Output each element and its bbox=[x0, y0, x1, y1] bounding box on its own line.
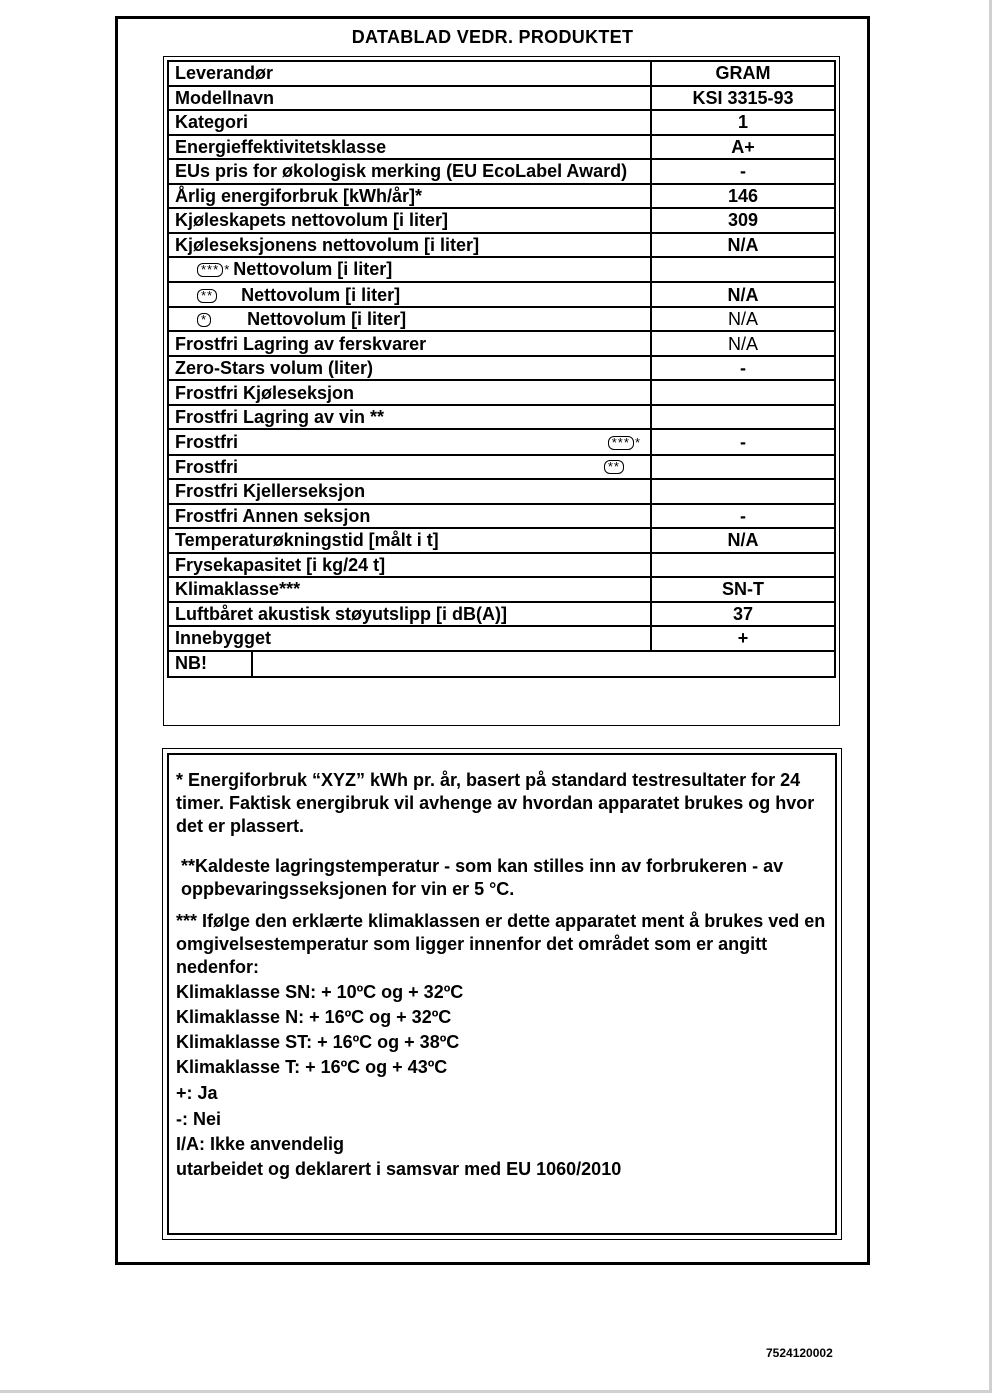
table-row bbox=[168, 455, 835, 480]
table-row bbox=[168, 331, 835, 356]
row-label-text: Nettovolum [i liter] bbox=[247, 309, 407, 329]
row-value bbox=[651, 455, 835, 480]
row-value: N/A bbox=[651, 233, 835, 258]
row-label: Kjøleseksjonens nettovolum [i liter] bbox=[168, 233, 651, 258]
table-row bbox=[168, 233, 835, 258]
table-row bbox=[168, 602, 835, 627]
row-label: Energieffektivitetsklasse bbox=[168, 135, 651, 160]
note-climate-t: Klimaklasse T: + 16ºC og + 43ºC bbox=[176, 1057, 448, 1077]
table-row bbox=[168, 184, 835, 209]
row-value: N/A bbox=[651, 307, 835, 332]
document-number: 7524120002 bbox=[766, 1346, 833, 1360]
row-label: Innebygget bbox=[168, 626, 651, 651]
table-row bbox=[168, 208, 835, 233]
row-label-star bbox=[168, 257, 651, 282]
row-value bbox=[651, 479, 835, 504]
note-legend-minus: -: Nei bbox=[176, 1109, 221, 1129]
row-label-text: Frostfri bbox=[175, 431, 238, 452]
row-value: KSI 3315-93 bbox=[651, 86, 835, 111]
row-value bbox=[651, 553, 835, 578]
row-value: - bbox=[651, 159, 835, 184]
row-label: Frostfri Kjellerseksjon bbox=[168, 479, 651, 504]
table-row bbox=[168, 86, 835, 111]
row-value: 37 bbox=[651, 602, 835, 627]
row-label: Frostfri Kjøleseksjon bbox=[168, 380, 651, 405]
table-row bbox=[168, 405, 835, 430]
table-row bbox=[168, 356, 835, 381]
row-label-text: Nettovolum [i liter] bbox=[241, 284, 401, 305]
table-row bbox=[168, 282, 835, 307]
notes-frame bbox=[162, 748, 842, 1240]
row-label: Årlig energiforbruk [kWh/år]* bbox=[168, 184, 651, 209]
note-climate-st: Klimaklasse ST: + 16ºC og + 38ºC bbox=[176, 1032, 460, 1052]
row-value: N/A bbox=[651, 331, 835, 356]
note-legend-plus: +: Ja bbox=[176, 1083, 218, 1103]
row-value: N/A bbox=[651, 282, 835, 307]
table-row bbox=[168, 257, 835, 282]
row-label: Kjøleskapets nettovolum [i liter] bbox=[168, 208, 651, 233]
nb-value bbox=[253, 652, 834, 676]
row-value: SN-T bbox=[651, 577, 835, 602]
row-label: Frostfri Annen seksjon bbox=[168, 504, 651, 529]
data-table bbox=[167, 60, 836, 678]
row-label: Luftbåret akustisk støyutslipp [i dB(A)] bbox=[168, 602, 651, 627]
row-value: 309 bbox=[651, 208, 835, 233]
one-star-icon: * bbox=[197, 313, 211, 327]
table-row bbox=[168, 307, 835, 332]
row-label: Zero-Stars volum (liter) bbox=[168, 356, 651, 381]
row-value: 1 bbox=[651, 110, 835, 135]
table-row bbox=[168, 429, 835, 454]
three-star-icon: *** bbox=[608, 436, 634, 450]
row-value: - bbox=[651, 504, 835, 529]
nb-label: NB! bbox=[169, 652, 253, 676]
note-regulation: utarbeidet og deklarert i samsvar med EU 1060/2010 bbox=[176, 1159, 622, 1179]
table-row bbox=[168, 504, 835, 529]
row-value bbox=[651, 257, 835, 282]
sheet-title: DATABLAD VEDR. PRODUKTET bbox=[351, 27, 634, 47]
row-label-star bbox=[168, 307, 651, 332]
row-label-star bbox=[168, 429, 651, 454]
three-star-icon: *** bbox=[197, 263, 223, 277]
row-label: Frostfri Lagring av ferskvarer bbox=[168, 331, 651, 356]
row-value: A+ bbox=[651, 135, 835, 160]
row-label: Klimaklasse*** bbox=[168, 577, 651, 602]
row-label: Temperaturøkningstid [målt i t] bbox=[168, 528, 651, 553]
row-label-text: Nettovolum [i liter] bbox=[233, 259, 393, 279]
star-extra-icon: * bbox=[224, 262, 230, 278]
table-row bbox=[168, 577, 835, 602]
nb-cell-wrap bbox=[168, 651, 835, 677]
row-value: N/A bbox=[651, 528, 835, 553]
row-value: - bbox=[651, 429, 835, 454]
row-value: - bbox=[651, 356, 835, 381]
row-label: Leverandør bbox=[168, 61, 651, 86]
row-value bbox=[651, 380, 835, 405]
nb-row bbox=[168, 651, 835, 677]
star-extra-icon: * bbox=[634, 434, 640, 450]
row-label: Modellnavn bbox=[168, 86, 651, 111]
row-value: 146 bbox=[651, 184, 835, 209]
table-row bbox=[168, 479, 835, 504]
two-star-icon: ** bbox=[197, 289, 217, 303]
note-climate-sn: Klimaklasse SN: + 10ºC og + 32ºC bbox=[176, 982, 464, 1002]
note-climate-intro: *** Ifølge den erklærte klimaklassen er dette apparatet ment å brukes ved en omgivelsestemperatur som ligger innenfor det området som er angitt nedenfor: bbox=[176, 911, 826, 977]
table-row bbox=[168, 626, 835, 651]
note-energy: * Energiforbruk “XYZ” kWh pr. år, basert på standard testresultater for 24 timer. Faktisk energibruk vil avhenge av hvordan apparatet brukes og hvor det er plassert. bbox=[176, 770, 815, 836]
table-row bbox=[168, 380, 835, 405]
two-star-icon: ** bbox=[604, 460, 624, 474]
product-data-sheet bbox=[115, 16, 870, 1265]
row-label: Frysekapasitet [i kg/24 t] bbox=[168, 553, 651, 578]
row-label-star bbox=[168, 282, 651, 307]
table-row bbox=[168, 528, 835, 553]
row-value: GRAM bbox=[651, 61, 835, 86]
note-climate-n: Klimaklasse N: + 16ºC og + 32ºC bbox=[176, 1007, 452, 1027]
row-label: EUs pris for økologisk merking (EU EcoLabel Award) bbox=[168, 159, 651, 184]
note-wine: **Kaldeste lagringstemperatur - som kan stilles inn av forbrukeren - av oppbevaringsseksjonen for vin er 5 °C. bbox=[181, 856, 784, 899]
row-label-star bbox=[168, 455, 651, 480]
row-label: Frostfri Lagring av vin ** bbox=[168, 405, 651, 430]
table-row bbox=[168, 61, 835, 86]
table-row bbox=[168, 135, 835, 160]
table-row bbox=[168, 110, 835, 135]
note-legend-na: I/A: Ikke anvendelig bbox=[176, 1134, 345, 1154]
row-label: Kategori bbox=[168, 110, 651, 135]
table-row bbox=[168, 553, 835, 578]
row-value: + bbox=[651, 626, 835, 651]
row-label-text: Frostfri bbox=[175, 456, 238, 477]
data-table-frame bbox=[163, 56, 840, 726]
row-value bbox=[651, 405, 835, 430]
notes-box bbox=[167, 753, 837, 1235]
table-row bbox=[168, 159, 835, 184]
